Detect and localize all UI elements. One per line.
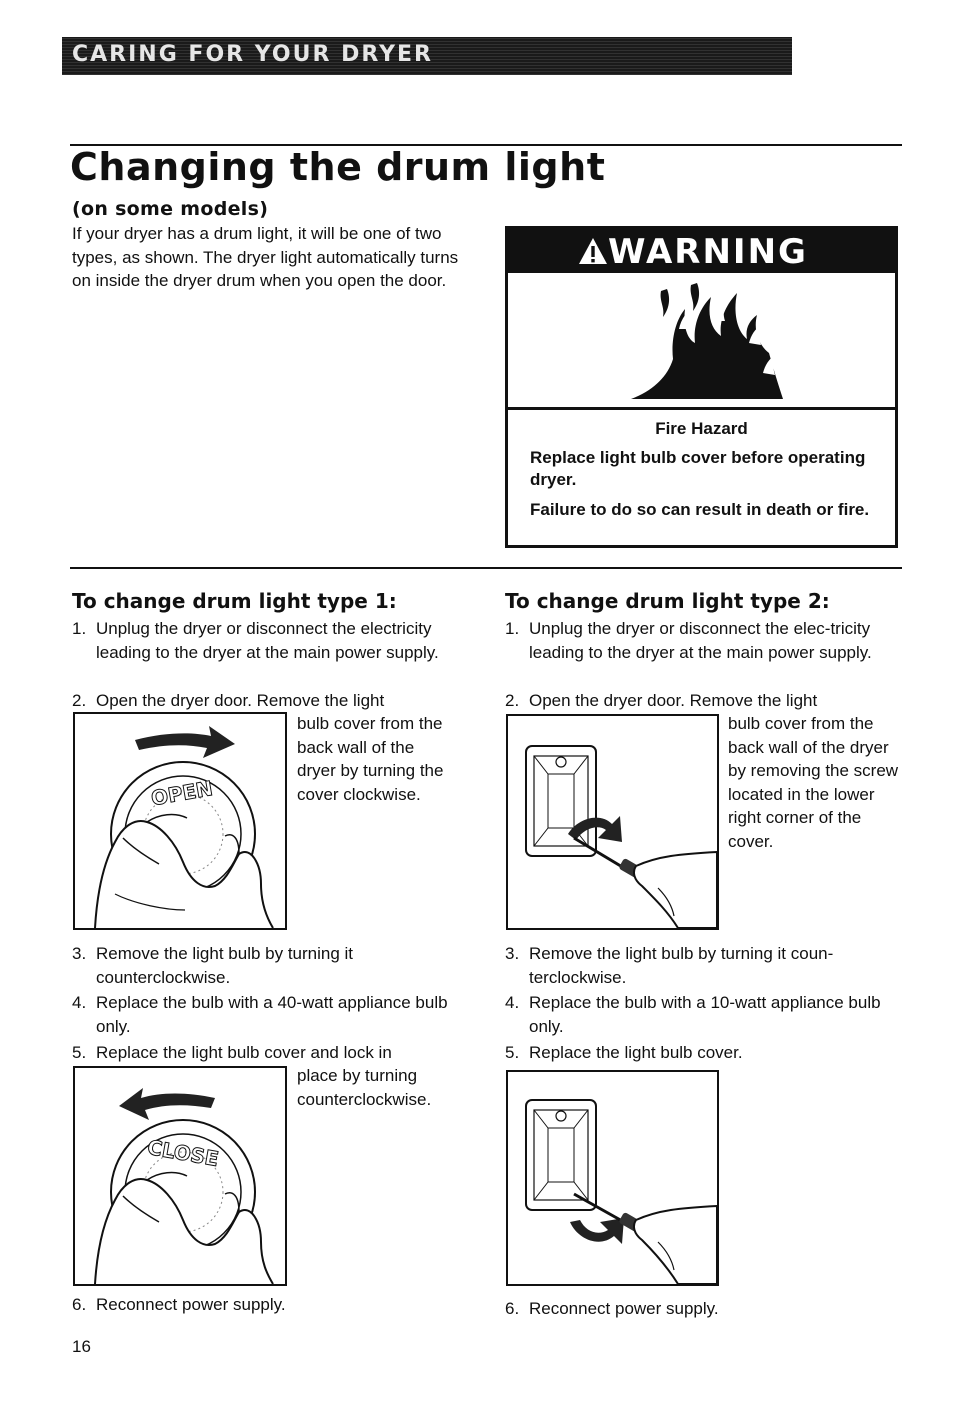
warning-header — [508, 229, 895, 273]
type2-step-2-continued: bulb cover from the back wall of the dryer by removing the screw located in the lower right corner of the cover. — [728, 714, 899, 851]
warning-divider — [508, 407, 895, 410]
type1-step-5: 5. Replace the light bulb cover and lock in — [72, 1043, 392, 1062]
warning-label: WARNING — [608, 232, 808, 272]
type2-replace-illustration — [506, 1070, 719, 1286]
type1-open-illustration — [73, 712, 287, 930]
type1-step-1: 1. Unplug the dryer or disconnect the electricity leading to the dryer at the main power supply. — [72, 619, 439, 662]
close-label: CLOSE — [145, 1134, 221, 1172]
warning-line-1: Replace light bulb cover before operating dryer. — [530, 448, 866, 489]
type1-step-4: 4. Replace the bulb with a 40-watt appliance bulb only. — [72, 993, 448, 1036]
warning-triangle-icon — [578, 237, 608, 265]
type1-step-5-continued: place by turning counterclockwise. — [297, 1066, 432, 1109]
warning-line-2: Failure to do so can result in death or fire. — [530, 500, 870, 519]
page-subtitle: (on some models) — [72, 198, 269, 220]
type1-step-3: 3. Remove the light bulb by turning it counterclockwise. — [72, 944, 354, 987]
type2-step-3: 3. Remove the light bulb by turning it coun-terclockwise. — [505, 944, 834, 987]
type1-heading: To change drum light type 1: — [72, 589, 397, 613]
page-number: 16 — [72, 1337, 91, 1356]
type2-step-5: 5. Replace the light bulb cover. — [505, 1043, 743, 1062]
warning-box — [505, 226, 898, 548]
columns-rule — [70, 567, 902, 569]
section-banner — [62, 37, 792, 75]
hazard-title: Fire Hazard — [655, 419, 748, 438]
type1-step-2: 2. Open the dryer door. Remove the light — [72, 691, 385, 710]
type2-step-2: 2. Open the dryer door. Remove the light — [505, 691, 818, 710]
open-label: OPEN — [149, 775, 215, 811]
type1-close-illustration — [73, 1066, 287, 1286]
type2-step-1: 1. Unplug the dryer or disconnect the elec-tricity leading to the dryer at the main power supply. — [505, 619, 872, 662]
fire-hazard-icon — [613, 281, 793, 401]
intro-paragraph: If your dryer has a drum light, it will be one of two types, as shown. The dryer light automatically turns on inside the dryer drum when you open the door. — [72, 224, 459, 290]
section-title: CARING FOR YOUR DRYER — [72, 42, 433, 67]
type2-remove-illustration — [506, 714, 719, 930]
type2-heading: To change drum light type 2: — [505, 589, 830, 613]
type1-step-2-continued: bulb cover from the back wall of the dryer by turning the cover clockwise. — [297, 714, 444, 804]
type1-step-6: 6. Reconnect power supply. — [72, 1295, 286, 1314]
type2-step-6: 6. Reconnect power supply. — [505, 1299, 719, 1318]
type2-step-4: 4. Replace the bulb with a 10-watt appliance bulb only. — [505, 993, 881, 1036]
page-title: Changing the drum light — [70, 145, 606, 189]
